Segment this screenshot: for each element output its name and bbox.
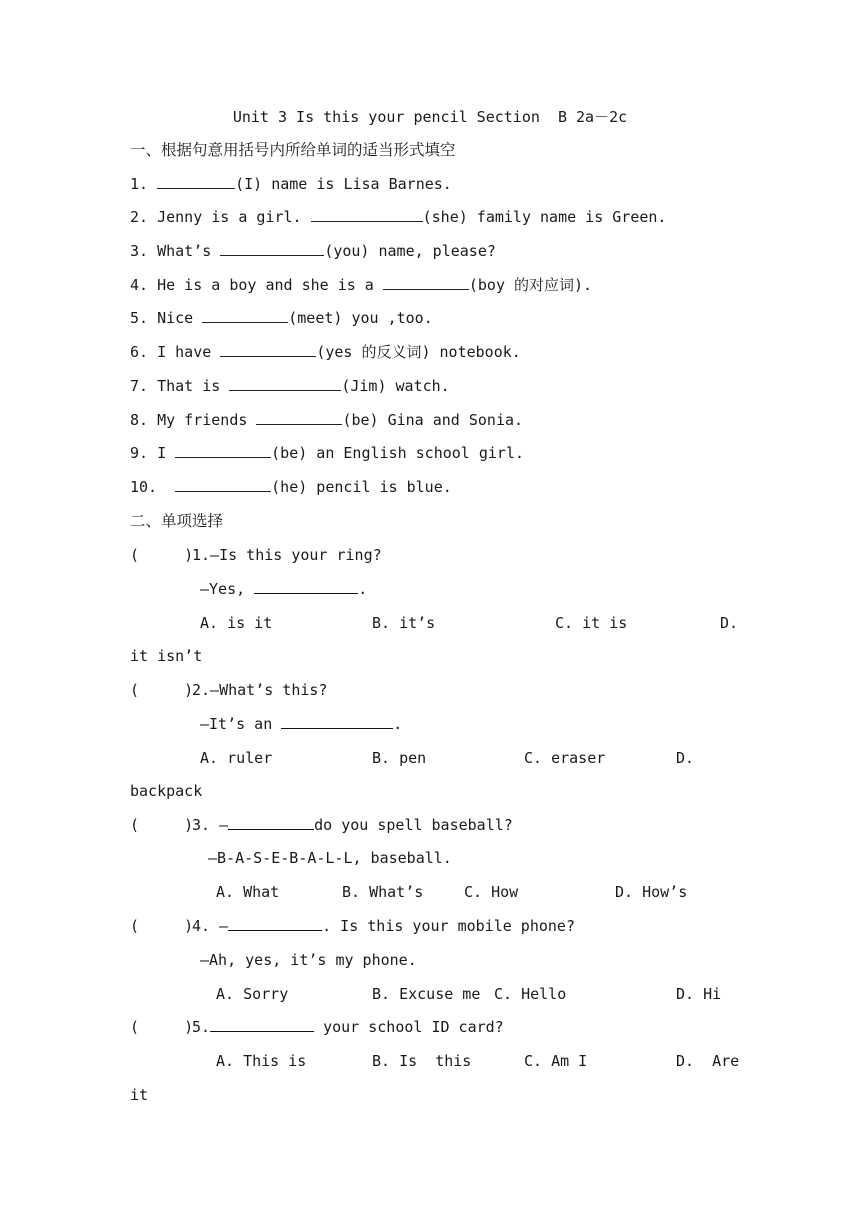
answer-blank[interactable] (281, 714, 393, 729)
option-b[interactable]: B. Is this (372, 1052, 472, 1070)
answer-blank[interactable] (157, 174, 235, 189)
option-c[interactable]: C. it is (555, 614, 628, 632)
option-c[interactable]: C. Am I (524, 1052, 588, 1070)
fill-item-1: 1. (I) name is Lisa Barnes. (130, 175, 452, 193)
question-4-reply: —Ah, yes, it’s my phone. (200, 951, 417, 969)
answer-paren[interactable]: ( ) (130, 917, 194, 935)
answer-blank[interactable] (220, 241, 324, 256)
question-2-reply: —It’s an . (200, 715, 403, 733)
answer-blank[interactable] (256, 410, 342, 425)
fill-item-9: 9. I (be) an English school girl. (130, 444, 525, 462)
section-1-heading: 一、根据句意用括号内所给单词的适当形式填空 (130, 141, 456, 159)
option-c[interactable]: C. How (464, 883, 519, 901)
option-b[interactable]: B. Excuse me (372, 985, 481, 1003)
option-a[interactable]: A. Sorry (216, 985, 289, 1003)
option-b[interactable]: B. it’s (372, 614, 436, 632)
answer-blank[interactable] (254, 579, 358, 594)
option-b[interactable]: B. pen (372, 749, 427, 767)
option-d-continued: it isn’t (130, 647, 203, 665)
question-5-stem: 5. your school ID card? (192, 1018, 504, 1036)
question-4-stem: 4. — . Is this your mobile phone? (192, 917, 575, 935)
fill-item-6: 6. I have (yes 的反义词) notebook. (130, 343, 521, 361)
option-a[interactable]: A. What (216, 883, 280, 901)
question-2-stem: 2.—What’s this? (192, 681, 328, 699)
answer-paren[interactable]: ( ) (130, 546, 194, 564)
answer-blank[interactable] (228, 815, 314, 830)
answer-blank[interactable] (210, 1017, 314, 1032)
option-d-continued: it (130, 1086, 149, 1104)
option-d-continued: backpack (130, 782, 203, 800)
fill-item-8: 8. My friends (be) Gina and Sonia. (130, 411, 524, 429)
answer-blank[interactable] (383, 275, 469, 290)
option-d[interactable]: D. (676, 749, 695, 767)
answer-blank[interactable] (202, 308, 288, 323)
page-title: Unit 3 Is this your pencil Section B 2a－2c (232, 108, 628, 126)
fill-item-7: 7. That is (Jim) watch. (130, 377, 450, 395)
answer-blank[interactable] (220, 342, 316, 357)
fill-item-2: 2. Jenny is a girl. (she) family name is Green. (130, 208, 667, 226)
option-c[interactable]: C. eraser (524, 749, 606, 767)
question-1-stem: 1.—Is this your ring? (192, 546, 382, 564)
fill-item-3: 3. What’s (you) name, please? (130, 242, 496, 260)
answer-paren[interactable]: ( ) (130, 681, 194, 699)
option-a[interactable]: A. This is (216, 1052, 307, 1070)
fill-item-10: 10. (he) pencil is blue. (130, 478, 452, 496)
fill-item-4: 4. He is a boy and she is a (boy 的对应词). (130, 276, 593, 294)
answer-blank[interactable] (311, 207, 423, 222)
option-a[interactable]: A. is it (200, 614, 273, 632)
question-1-reply: —Yes, . (200, 580, 368, 598)
answer-paren[interactable]: ( ) (130, 816, 194, 834)
option-d[interactable]: D. Are (676, 1052, 740, 1070)
option-d[interactable]: D. Hi (676, 985, 722, 1003)
option-a[interactable]: A. ruler (200, 749, 273, 767)
section-2-heading: 二、单项选择 (130, 512, 224, 530)
fill-item-5: 5. Nice (meet) you ,too. (130, 309, 433, 327)
answer-blank[interactable] (175, 477, 271, 492)
option-d[interactable]: D. How’s (615, 883, 688, 901)
answer-blank[interactable] (175, 443, 271, 458)
option-d[interactable]: D. (720, 614, 739, 632)
question-3-stem: 3. — do you spell baseball? (192, 816, 513, 834)
answer-paren[interactable]: ( ) (130, 1018, 194, 1036)
question-3-reply: —B-A-S-E-B-A-L-L, baseball. (208, 849, 452, 867)
answer-blank[interactable] (229, 376, 341, 391)
option-b[interactable]: B. What’s (342, 883, 424, 901)
option-c[interactable]: C. Hello (494, 985, 567, 1003)
answer-blank[interactable] (228, 916, 322, 931)
